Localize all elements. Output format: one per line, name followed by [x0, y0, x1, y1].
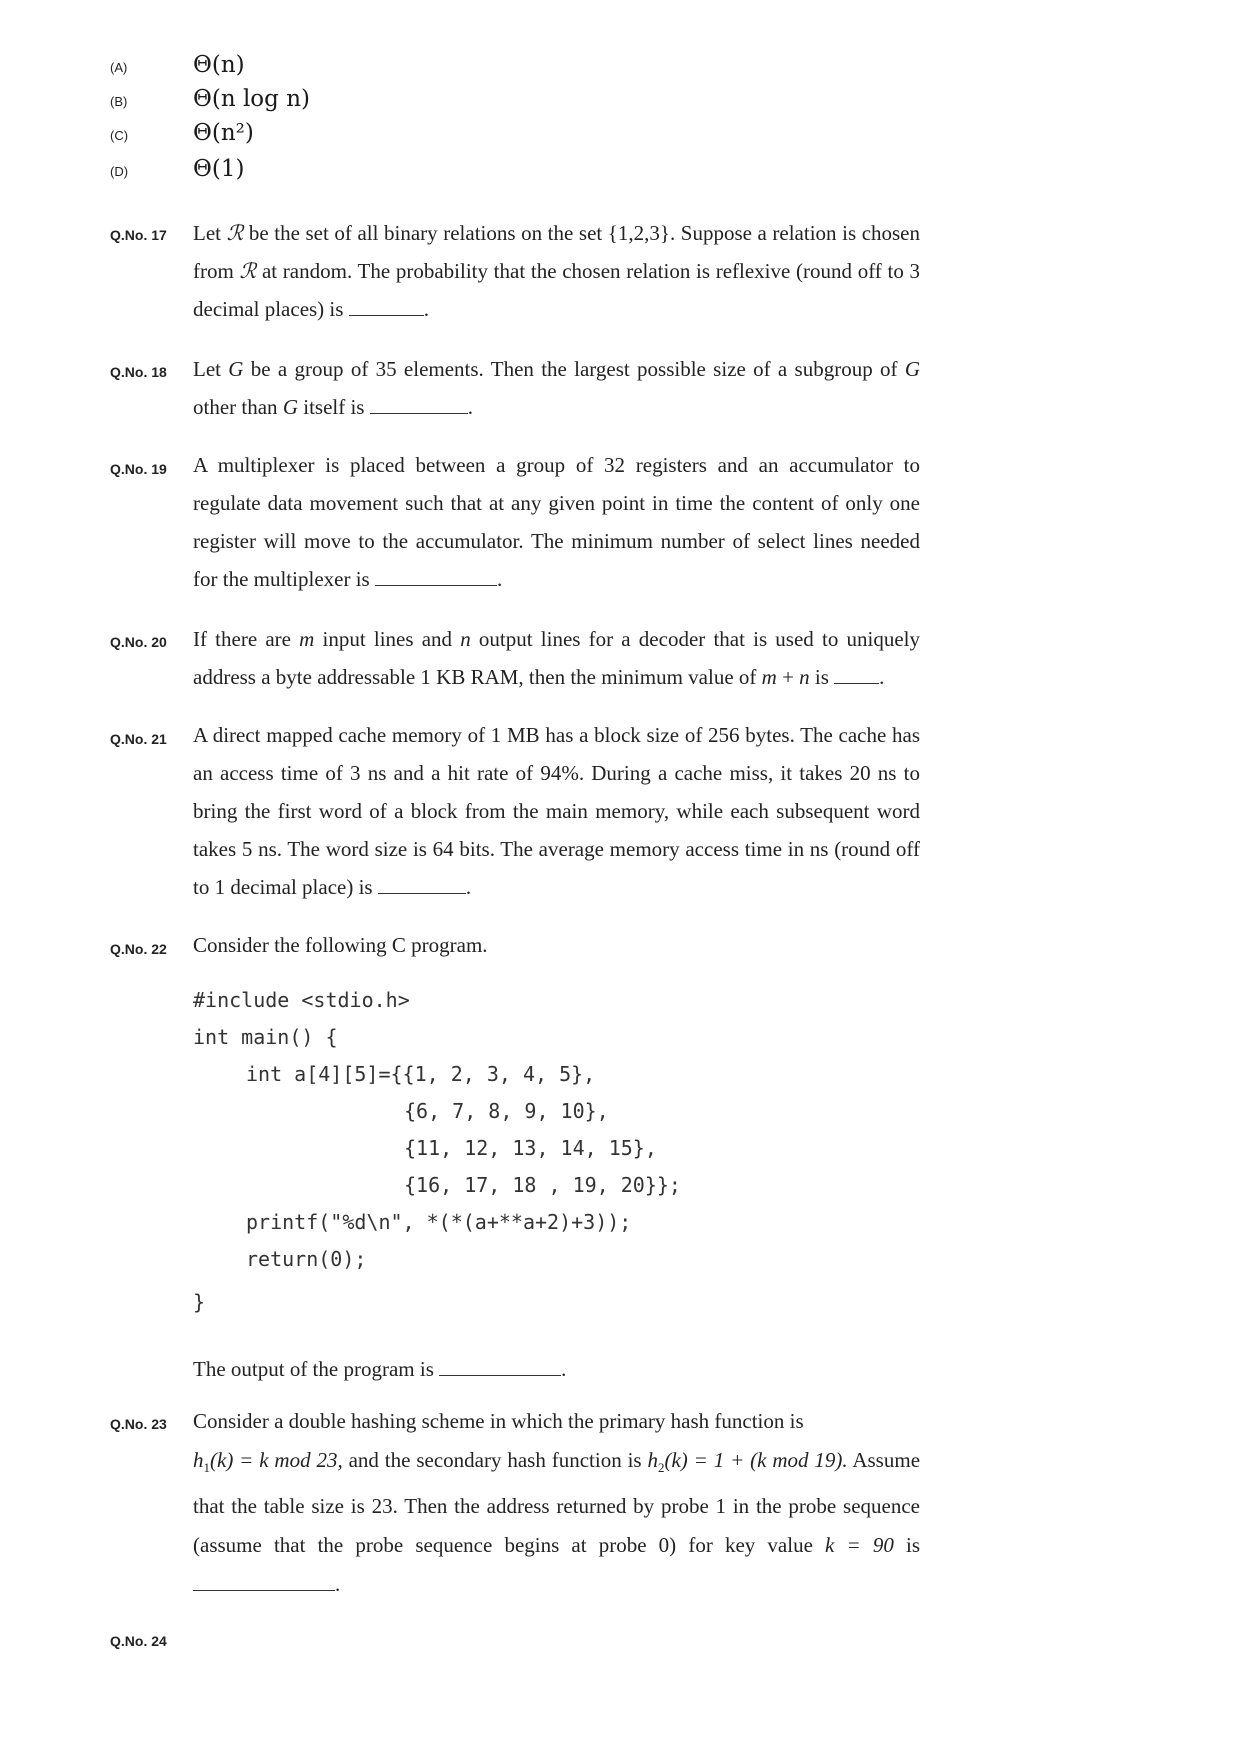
answer-blank: [834, 663, 879, 684]
option-d: [110, 156, 510, 188]
question-number: Q.No. 21: [110, 731, 167, 747]
question-19-text: A multiplexer is placed between a group of 32 registers and an accumulator to regulate data movement such that at any given point in time the content of only one register will move to the accumulator. The minimum number of select lines needed for the multiplexer is .: [193, 453, 920, 591]
code-line: }: [193, 1290, 206, 1314]
option-b: [110, 86, 510, 118]
answer-blank: [439, 1355, 561, 1376]
question-20-text: If there are m input lines and n output lines for a decoder that is used to uniquely address a byte addressable 1 KB RAM, then the minimum value of m + n is .: [193, 627, 920, 689]
code-line: #include <stdio.h>: [193, 988, 410, 1012]
question-18-text: Let G be a group of 35 elements. Then the largest possible size of a subgroup of G other than G itself is .: [193, 357, 921, 419]
question-number: Q.No. 18: [110, 364, 167, 380]
answer-blank: [193, 1570, 335, 1591]
option-expression: Θ(n²): [193, 120, 254, 146]
code-line: int main() {: [193, 1025, 338, 1049]
code-line: {11, 12, 13, 14, 15},: [404, 1136, 657, 1160]
answer-blank: [378, 873, 466, 894]
code-line: {6, 7, 8, 9, 10},: [404, 1099, 609, 1123]
code-line: int a[4][5]={{1, 2, 3, 4, 5},: [246, 1062, 596, 1086]
question-21-text: A direct mapped cache memory of 1 MB has a block size of 256 bytes. The cache has an access time of 3 ns and a hit rate of 94%. During a cache miss, it takes 20 ns to bring the first word of a block from the main memory, while each subsequent word takes 5 ns. The word size is 64 bits. The average memory access time in ns (round off to 1 decimal place) is .: [193, 723, 920, 899]
code-line: return(0);: [246, 1247, 367, 1271]
question-23-text: Consider a double hashing scheme in which the primary hash function is $h_1(k) = k$ mod 23, and the secondary hash function is $h_2(k) = 1 + (k$ mod 19). Assume that the table size is 23. Then the address returned by probe 1 in the probe sequence (assume that the probe sequence begins at probe 0) for key value k = 90 is .: [193, 1409, 921, 1597]
option-letter: (C): [110, 128, 129, 143]
code-line: printf("%d\n", *(*(a+**a+2)+3));: [246, 1210, 632, 1234]
question-number: Q.No. 20: [110, 634, 167, 650]
question-number: Q.No. 17: [110, 227, 167, 243]
option-a: [110, 52, 510, 84]
option-letter: (D): [110, 164, 129, 179]
answer-blank: [349, 295, 424, 316]
question-number: Q.No. 19: [110, 461, 167, 477]
question-number: Q.No. 22: [110, 941, 167, 957]
question-number: Q.No. 24: [110, 1633, 167, 1649]
question-22-intro: Consider the following C program.: [193, 933, 488, 957]
option-letter: (B): [110, 94, 128, 109]
option-expression: Θ(1): [193, 156, 245, 182]
answer-blank: [370, 393, 468, 414]
option-expression: Θ(n log n): [193, 86, 310, 112]
question-22-output: The output of the program is .: [193, 1357, 567, 1381]
option-letter: (A): [110, 60, 128, 75]
question-number: Q.No. 23: [110, 1416, 167, 1432]
code-line: {16, 17, 18 , 19, 20}};: [404, 1173, 681, 1197]
option-expression: Θ(n): [193, 52, 245, 78]
question-17-text: Let ℛ be the set of all binary relations on the set {1,2,3}. Suppose a relation is chosen from ℛ at random. The probability that the chosen relation is reflexive (round off to 3 decimal places) is .: [193, 221, 921, 321]
answer-blank: [375, 565, 497, 586]
option-c: [110, 120, 510, 152]
